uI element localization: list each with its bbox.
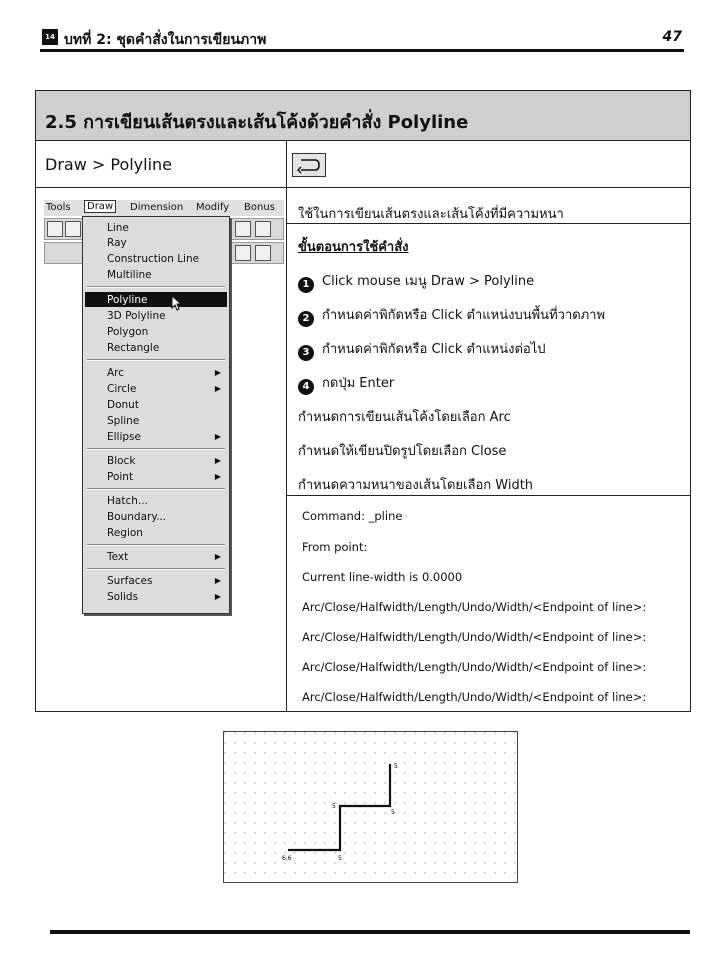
label-seg2: 5 (332, 803, 336, 810)
note-close: กำหนดให้เขียนปิดรูปโดยเลือก Close (298, 444, 507, 459)
menu-separator (87, 359, 225, 361)
section-title-band (36, 91, 690, 141)
menu-item-surfaces[interactable]: Surfaces (107, 575, 153, 587)
drawing-canvas (224, 732, 517, 882)
menu-separator (87, 448, 225, 450)
menu-separator (87, 568, 225, 570)
menu-modify[interactable]: Modify (196, 202, 230, 213)
menu-item-rectangle[interactable]: Rectangle (107, 342, 160, 354)
submenu-arrow-icon: ▶ (214, 576, 221, 585)
polyline-icon (292, 153, 326, 177)
command-line: Arc/Close/Halfwidth/Length/Undo/Width/<Endpoint of line>: (302, 600, 647, 614)
menu-item-circle[interactable]: Circle (107, 383, 137, 395)
polyline-example-drawing (223, 731, 518, 883)
column-divider (286, 141, 287, 712)
mouse-cursor-icon (171, 295, 183, 311)
step-number: 3 (298, 345, 314, 361)
steps-heading: ขั้นตอนการใช้คำสั่ง (298, 240, 409, 255)
label-seg4: 5 (394, 763, 398, 770)
submenu-arrow-icon: ▶ (214, 456, 221, 465)
menu-separator (87, 488, 225, 490)
footer-rule (50, 930, 690, 934)
menu-separator (87, 286, 225, 288)
menu-item-point[interactable]: Point (107, 471, 134, 483)
command-line: Current line-width is 0.0000 (302, 570, 463, 584)
menu-item-boundary[interactable]: Boundary... (107, 511, 167, 523)
toolbar-button[interactable] (255, 245, 271, 261)
intro-text: ใช้ในการเขียนเส้นตรงและเส้นโค้งที่มีความหนา (298, 207, 564, 222)
menu-item-ray[interactable]: Ray (107, 237, 127, 249)
toolbar-button[interactable] (255, 221, 271, 237)
toolbar-button[interactable] (235, 221, 251, 237)
menu-item-multiline[interactable]: Multiline (107, 269, 152, 281)
menu-item-polyline[interactable]: Polyline (107, 294, 148, 306)
toolbar-button[interactable] (235, 245, 251, 261)
label-start: 6,6 (282, 855, 292, 862)
step-text: กดปุ่ม Enter (322, 376, 395, 391)
step-4 (298, 372, 394, 395)
note-arc: กำหนดการเขียนเส้นโค้งโดยเลือก Arc (298, 410, 511, 425)
menu-bonus[interactable]: Bonus (244, 202, 275, 213)
row-divider (287, 495, 691, 496)
menu-path-row (36, 141, 690, 188)
step-2 (298, 304, 605, 327)
menu-item-spline[interactable]: Spline (107, 415, 140, 427)
step-number: 1 (298, 277, 314, 293)
step-number: 4 (298, 379, 314, 395)
menu-item-hatch[interactable]: Hatch... (107, 495, 148, 507)
submenu-arrow-icon: ▶ (214, 472, 221, 481)
menu-tools[interactable]: Tools (46, 202, 71, 213)
command-line: From point: (302, 540, 368, 554)
step-1 (298, 270, 534, 293)
step-text: Click mouse เมนู Draw > Polyline (322, 274, 535, 289)
toolbar-button[interactable] (47, 221, 63, 237)
menu-path-label: Draw > Polyline (45, 155, 173, 174)
submenu-arrow-icon: ▶ (214, 592, 221, 601)
header-rule (40, 49, 684, 52)
submenu-arrow-icon: ▶ (214, 384, 221, 393)
menu-item-text[interactable]: Text (107, 551, 129, 563)
menu-item-3d-polyline[interactable]: 3D Polyline (107, 310, 166, 322)
command-line: Arc/Close/Halfwidth/Length/Undo/Width/<Endpoint of line>: (302, 690, 647, 704)
note-width: กำหนดความหนาของเส้นโดยเลือก Width (298, 478, 534, 493)
step-3 (298, 338, 546, 361)
command-line: Command: _pline (302, 509, 403, 523)
submenu-arrow-icon: ▶ (214, 368, 221, 377)
chapter-title: บทที่ 2: ชุดคำสั่งในการเขียนภาพ (64, 32, 267, 48)
draw-menu-screenshot (40, 194, 284, 624)
toolbar-button[interactable] (65, 221, 81, 237)
menu-item-region[interactable]: Region (107, 527, 143, 539)
menu-item-ellipse[interactable]: Ellipse (107, 431, 141, 443)
section-title: 2.5 การเขียนเส้นตรงและเส้นโค้งด้วยคำสั่ง Polyline (45, 112, 469, 133)
draw-dropdown-menu (82, 216, 230, 614)
menu-item-block[interactable]: Block (107, 455, 136, 467)
menu-draw[interactable]: Draw (84, 200, 116, 213)
step-text: กำหนดค่าพิกัดหรือ Click ตำแหน่งบนพื้นที่วาดภาพ (322, 308, 606, 323)
label-seg1: 5 (338, 855, 342, 862)
command-line: Arc/Close/Halfwidth/Length/Undo/Width/<Endpoint of line>: (302, 630, 647, 644)
menu-item-line[interactable]: Line (107, 222, 129, 234)
menu-item-donut[interactable]: Donut (107, 399, 139, 411)
command-line: Arc/Close/Halfwidth/Length/Undo/Width/<Endpoint of line>: (302, 660, 647, 674)
command-table (35, 90, 691, 712)
submenu-arrow-icon: ▶ (214, 552, 221, 561)
menu-item-construction-line[interactable]: Construction Line (107, 253, 200, 265)
submenu-arrow-icon: ▶ (214, 432, 221, 441)
step-text: กำหนดค่าพิกัดหรือ Click ตำแหน่งต่อไป (322, 342, 546, 357)
menu-dimension[interactable]: Dimension (130, 202, 184, 213)
menu-item-polygon[interactable]: Polygon (107, 326, 149, 338)
menu-item-arc[interactable]: Arc (107, 367, 125, 379)
menubar (44, 200, 284, 216)
step-number: 2 (298, 311, 314, 327)
page-number: 47 (662, 29, 682, 45)
row-divider (287, 223, 691, 224)
chapter-icon: 14 (42, 29, 58, 45)
menu-item-solids[interactable]: Solids (107, 591, 139, 603)
menu-separator (87, 544, 225, 546)
label-seg3: 5 (391, 809, 395, 816)
